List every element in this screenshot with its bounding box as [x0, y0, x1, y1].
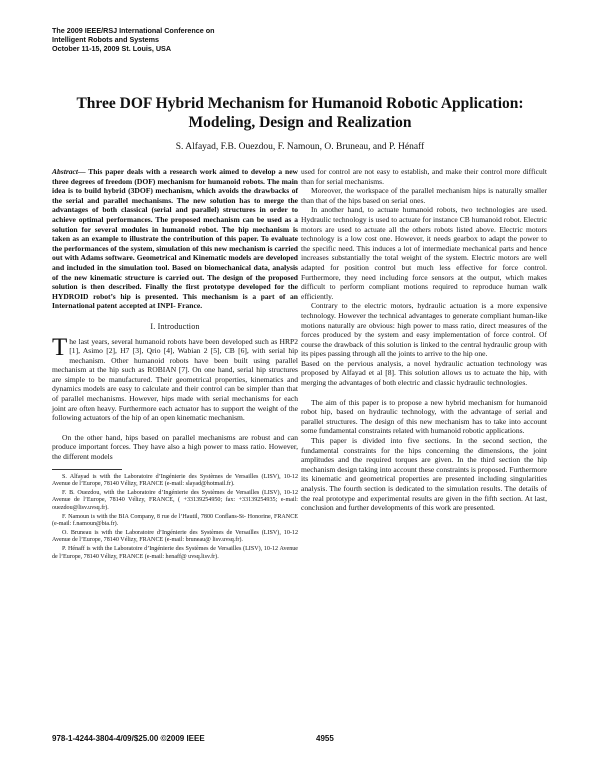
- section-heading-introduction: I. Introduction: [150, 321, 200, 331]
- footnote-alfayad: S. Alfayad is with the Laboratoire d’Ingénierie des Systèmes de Versailles (LISV), 10-12 Avenue de l’Europe, 78140 Vélizy, FRANCE (e-mail: slayad@hotmail.fr).: [52, 473, 298, 488]
- right-column: [301, 167, 547, 513]
- footnote-namoun: F. Namoun is with the BIA Company, 8 rue de l’Hautil, 7800 Conflans-St- Honorine, FRANCE (e-mail: f.namoun@bia.fr).: [52, 513, 298, 528]
- paper-title: [40, 94, 560, 132]
- conference-line-3: October 11-15, 2009 St. Louis, USA: [52, 44, 172, 53]
- footnote-bruneau: O. Bruneau is with the Laboratoire d’Ingénierie des Systèmes de Versailles (LISV), 10-12 Avenue de l’Europe, 78140 Vélizy, FRANCE (e-mail: bruneau@ lisv.uvsq.fr).: [52, 529, 298, 544]
- title-line-2: Modeling, Design and Realization: [188, 114, 412, 131]
- paragraph-gap: [52, 423, 298, 433]
- paragraph-gap: [301, 388, 547, 398]
- body-paragraph-7: This paper is divided into five sections. In the second section, the fundamental constraints for the hips concerning the dimensions, the joint amplitudes and the required torques are given. In the third section the hip mechanism design taking into account these constraints is proposed. Furthermore its kinematic and geometrical properties are presented including singularities analysis. The fourth section is dedicated to the simulation results. The details of the real prototype and experimental results are given in the fifth section. At last, conclusion and further developments of this work are presented.: [301, 436, 547, 513]
- body-paragraph-3: In another hand, to actuate humanoid robots, two technologies are used. Hydraulic technology is used to actuate for instance CB humanoid robot. Electric motors are used to actuate all the others robots listed above. Electric motors technology is a low cost one. However, it needs gearbox to adapt the power to the specific need. This induces a lot of intermediate mechanical parts and hence increases substantially the total weight of the system. Electric motors are well adapted for position control but much less effective for force control. Furthermore, they need including force sensors at the output, which makes difficult to perform compliant motions required to reproduce human walk efficiently.: [301, 205, 547, 301]
- footer-isbn: 978-1-4244-3804-4/09/$25.00 ©2009 IEEE: [52, 734, 205, 743]
- body-paragraph-4: Contrary to the electric motors, hydraulic actuation is a more expensive technology. However the technical advantages to generate compliant human-like motions naturally are obvious: high power to mass ratio, direct measures of the forces produced by the system and easy implementation of force control. Of course the drawback of this solution is linked to the central hydraulic group with its pipes passing through all the joints to arrive to the hip one.: [301, 301, 547, 359]
- drop-cap: T: [52, 333, 68, 361]
- body-paragraph-1: used for control are not easy to establish, and make their control more difficult than for serial mechanisms.: [301, 167, 547, 186]
- abstract-lead: Abstract: [52, 167, 78, 176]
- footnote-divider: [52, 469, 122, 470]
- conference-line-1: The 2009 IEEE/RSJ International Conference on: [52, 26, 215, 35]
- intro-paragraph-1-text: he last years, several humanoid robots have been developed such as HRP2 [1], Asimo [2], H7 [3], Qrio [4], Wabian 2 [5], CB [6], with serial hip mechanism. Other humanoid robots have been built using parallel mechanism at the hip such as ROBIAN [7]. On one hand, serial hip structures are simple to be manufactured. Their geometrical properties, kinematics and dynamics models are easy to calculate and their control can be simpler than that of parallel mechanisms. However, hips made with serial mechanisms for each joint are often heavy. Furthermore each actuator has to support the weight of the following actuators of the hip of an open kinematic mechanism.: [52, 336, 298, 423]
- body-paragraph-6: The aim of this paper is to propose a new hybrid mechanism for humanoid robot hip, based on hydraulic technology, with the advantage of serial and parallel structures. The design of this new mechanism has to take into account some fundamental constraints related with humanoid robotic applications.: [301, 397, 547, 436]
- body-paragraph-2: Moreover, the workspace of the parallel mechanism hips is naturally smaller than that of the hips based on serial ones.: [301, 186, 547, 205]
- left-column: [52, 167, 298, 562]
- abstract: [52, 167, 298, 311]
- page-number: 4955: [316, 734, 334, 743]
- conference-header: [52, 26, 215, 53]
- author-list: S. Alfayad, F.B. Ouezdou, F. Namoun, O. Bruneau, and P. Hénaff: [175, 142, 425, 152]
- footnote-henaff: P. Hénaff is with the Laboratoire d’Ingénierie des Systèmes de Versailles (LISV), 10-12 Avenue de l’Europe, 78140 Vélizy, FRANCE (e-mail: henaff@ uvsq.lisv.fr).: [52, 545, 298, 560]
- title-line-1: Three DOF Hybrid Mechanism for Humanoid Robotic Application:: [76, 95, 524, 112]
- intro-paragraph-2: On the other hand, hips based on parallel mechanisms are robust and can produce important forces. They have also a high power to mass ratio. However, the different models: [52, 432, 298, 462]
- abstract-text: — This paper deals with a research work aimed to develop a new three degrees of freedom (DOF) mechanism for humanoid robots. The main idea is to build hybrid (3DOF) mechanism, which avoids the drawbacks of the serial and parallel mechanisms. The new solution has to merge the advantages of both classical (serial and parallel) structures in order to achieve optimal performances. The proposed mechanism can be used as a solution for several modules in humanoid robot. The hip mechanism is taken as an example to illustrate the contribution of this paper. To evaluate the performances of the system, simulation of this new mechanism is carried out with Adams software. Geometrical and Kinematic models are developed and included in the simulation tool. Based on biomechanical data, analysis of the new kinematic structure is carried out. The design of the proposed solution is then described. Finally the first prototype developed for the HYDROID robot’s hip is presented. This mechanism is a part of an International patent accepted at INPI- France.: [52, 167, 298, 311]
- conference-line-2: Intelligent Robots and Systems: [52, 35, 160, 44]
- body-paragraph-5: Based on the pervious analysis, a novel hydraulic actuation technology was proposed by Alfayad et al [8]. This solution allows us to actuate the hip, with merging the advantages of both electric and classic hydraulic technologies.: [301, 358, 547, 388]
- intro-paragraph-1: [52, 333, 298, 423]
- footnote-ouezdou: F. B. Ouezdou, with the Laboratoire d’Ingénierie des Systèmes de Versailles (LISV), 10-12 Avenue de l’Europe, 78140 Vélizy, FRANCE, ( +33139254950; fax: +33139254935; e-mail: ouezdou@lisv.uvsq.fr).: [52, 489, 298, 511]
